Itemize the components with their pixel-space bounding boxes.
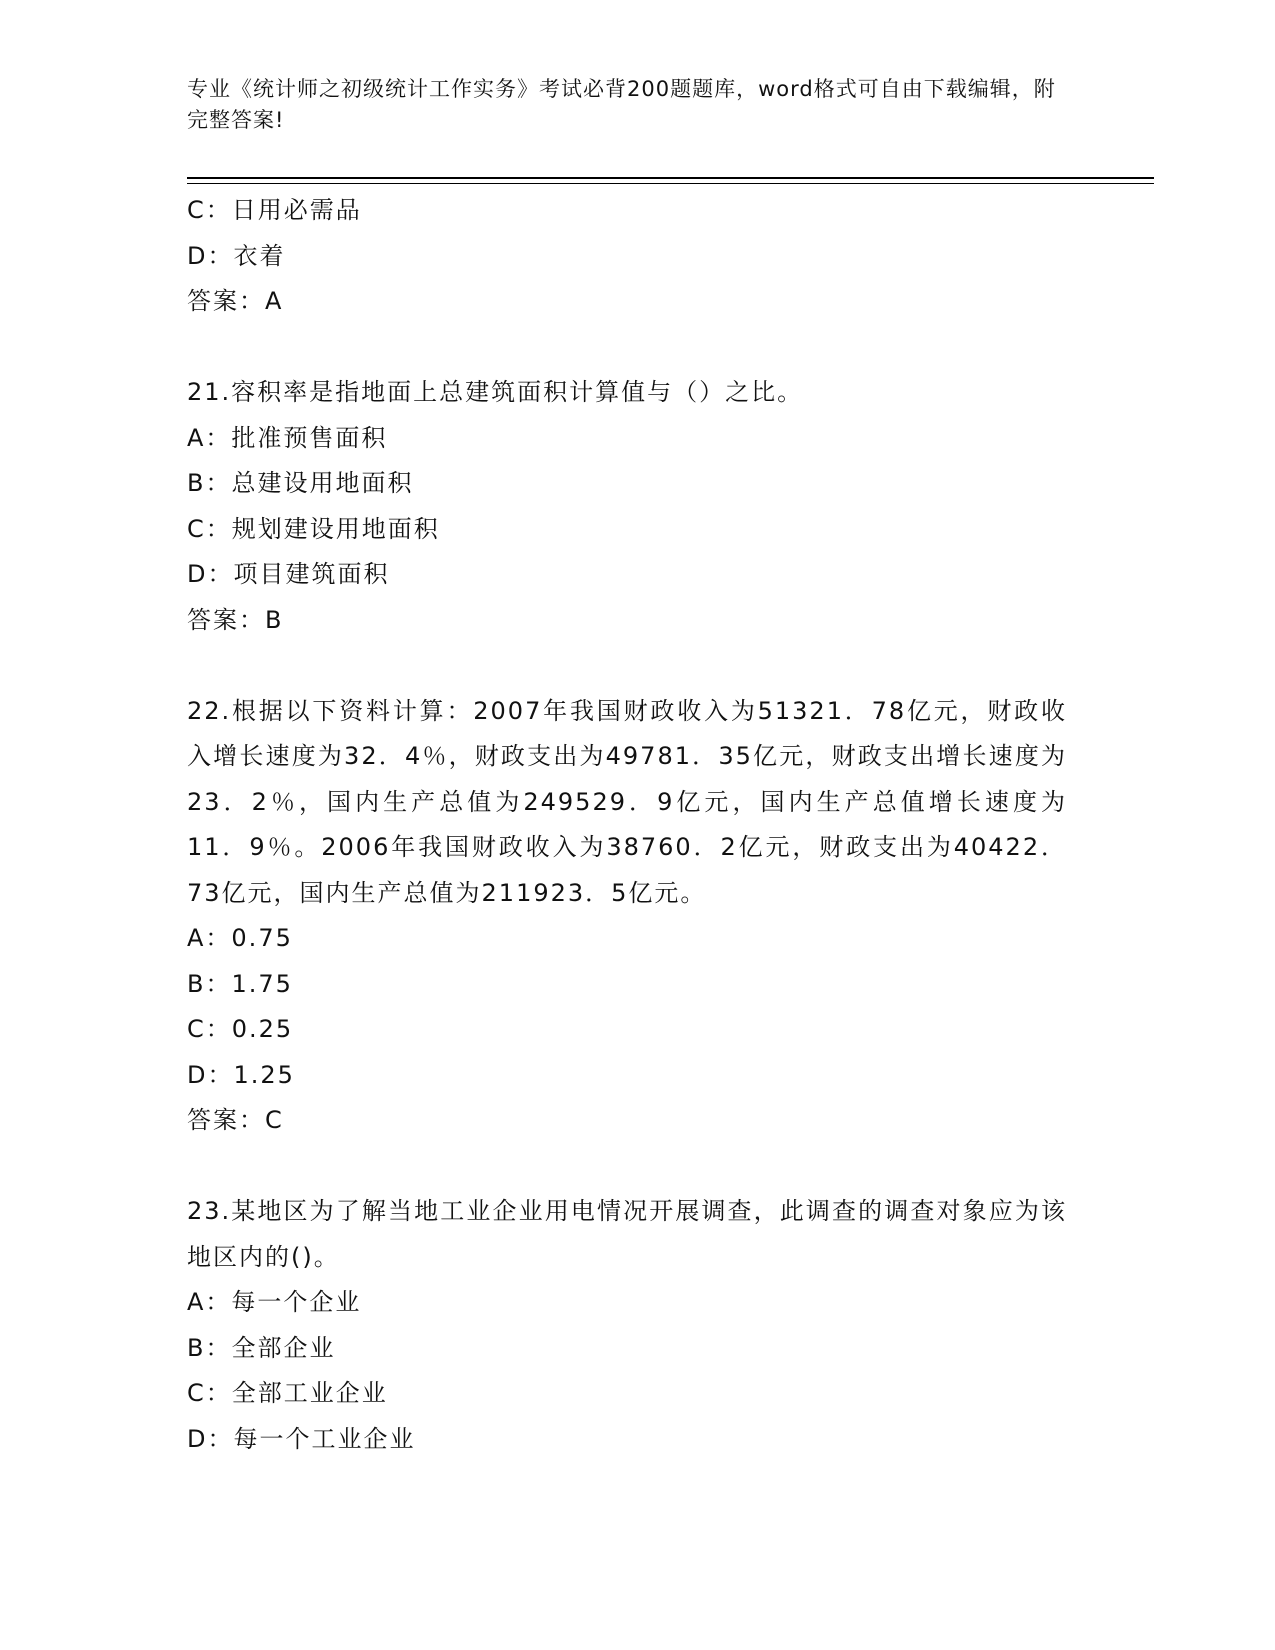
option-b: B：1.75 bbox=[187, 969, 293, 998]
option-c: C：规划建设用地面积 bbox=[187, 514, 440, 543]
option-b: B：全部企业 bbox=[187, 1333, 336, 1362]
option-d: D：每一个工业企业 bbox=[187, 1424, 416, 1453]
question-list bbox=[187, 188, 1087, 1462]
question-stem: 22.根据以下资料计算：2007年我国财政收入为51321．78亿元，财政收入增长速度为32．4％，财政支出为49781．35亿元，财政支出增长速度为23．2％，国内生产总值为249529．9亿元，国内生产总值增长速度为11．9％。2006年我国财政收入为38760．2亿元，财政支出为40422．73亿元，国内生产总值为211923．5亿元。 bbox=[187, 696, 1067, 907]
answer-line: 答案：A bbox=[187, 287, 284, 315]
option-d: D：1.25 bbox=[187, 1060, 295, 1089]
question-stem: 21.容积率是指地面上总建筑面积计算值与（）之比。 bbox=[187, 378, 804, 406]
option-c: C：0.25 bbox=[187, 1015, 294, 1043]
document-header: 专业《统计师之初级统计工作实务》考试必背200题题库，word格式可自由下载编辑，附完整答案! bbox=[187, 77, 1056, 132]
question-stem: 23.某地区为了解当地工业企业用电情况开展调查，此调查的调查对象应为该地区内的()。 bbox=[187, 1197, 1067, 1271]
option-a: A：批准预售面积 bbox=[187, 423, 388, 452]
header-divider-thick bbox=[187, 177, 1154, 179]
option-a: A：每一个企业 bbox=[187, 1288, 362, 1316]
option-d: D：衣着 bbox=[187, 241, 286, 270]
answer-line: 答案：C bbox=[187, 1106, 284, 1134]
option-d: D：项目建筑面积 bbox=[187, 560, 390, 588]
spacer bbox=[187, 325, 1087, 371]
answer-line: 答案：B bbox=[187, 605, 284, 634]
option-b: B：总建设用地面积 bbox=[187, 469, 414, 497]
header-divider-thin bbox=[187, 183, 1154, 184]
option-c: C：全部工业企业 bbox=[187, 1379, 388, 1407]
spacer bbox=[187, 1144, 1087, 1190]
option-a: A：0.75 bbox=[187, 924, 293, 952]
spacer bbox=[187, 643, 1087, 689]
option-c: C：日用必需品 bbox=[187, 196, 362, 224]
